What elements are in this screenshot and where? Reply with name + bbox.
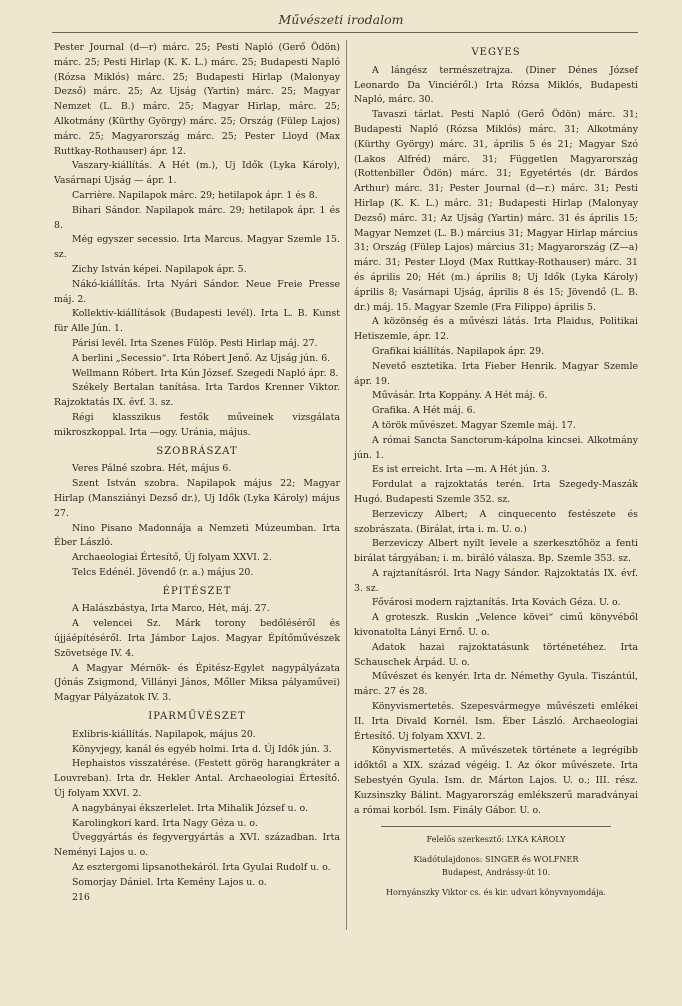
running-head: Művészeti irodalom (278, 12, 404, 27)
bibliography-entry: Székely Bertalan tanítása. Irta Tardos Krenner Viktor. Rajzoktatás IX. évf. 3. sz. (54, 382, 340, 409)
bibliography-entry: Régi klasszikus festők műveinek vizsgálata mikroszkoppal. Irta —ogy. Uránia, május. (54, 411, 340, 438)
bibliography-entry: Grafikai kiállítás. Napilapok ápr. 29. (372, 345, 545, 357)
bibliography-entry: A nagybányai ékszerlelet. Irta Mihalik József u. o. (72, 802, 309, 814)
bibliography-entry: Carrière. Napilapok márc. 29; hetilapok ápr. 1 és 8. (72, 189, 318, 201)
bibliography-entry: Exlibris-kiállítás. Napilapok, május 20. (72, 728, 256, 740)
left-column (54, 41, 340, 905)
column-divider (346, 40, 347, 930)
bibliography-entry: Somorjay Dániel. Irta Kemény Lajos u. o. (72, 876, 267, 888)
bibliography-entry: A török művészet. Magyar Szemle máj. 17. (372, 419, 576, 431)
bibliography-entry: Nákó-kiállítás. Irta Nyári Sándor. Neue Freie Presse máj. 2. (54, 278, 340, 305)
bibliography-entry: Wellmann Róbert. Irta Kún József. Szegedi Napló ápr. 8. (72, 367, 339, 379)
bibliography-entry: A velencei Sz. Márk torony bedőléséről és újjáépítéséről. Irta Jámbor Lajos. Magyar Építőművészek Szövetsége IV. 4. (54, 618, 340, 659)
bibliography-entry: Hephaistos visszatérése. (Festett görög harangkráter a Louvreban). Irta dr. Hekler Antal. Archaeologiai Értesítő. Új folyam XXVI. 2. (54, 758, 340, 800)
section-heading: SZOBRÁSZAT (156, 445, 238, 457)
bibliography-entry: Könyvismertetés. A művészetek története a legrégibb időktől a XIX. század végéig. I. Az ókor művészete. Irta Sebestyén Gyula. Ism. dr. Márton Lajos. U. o.; III. rész. Kuzsinszky Bálint. Magyarország emlékszerű maradványai a római korból. Ism. Finály Gábor. U. o. (354, 745, 638, 816)
bibliography-entry: A Halászbástya, Irta Marco, Hét, máj. 27. (72, 603, 270, 615)
bibliography-entry: Szent István szobra. Napilapok május 22; Magyar Hirlap (Mansziányi Dezső dr.), Uj Idők (Lyka Károly) május 27. (54, 478, 340, 519)
bibliography-entry: Zichy István képei. Napilapok ápr. 5. (72, 263, 247, 275)
bibliography-entry: Kollektiv-kiállítások (Budapesti levél). Irta L. B. Kunst für Alle Jún. 1. (54, 308, 340, 335)
bibliography-entry: Könyvjegy, kanál és egyéb holmi. Irta d. Új Idők jún. 3. (72, 743, 332, 755)
page-number: 216 (72, 891, 90, 903)
bibliography-entry: A groteszk. Ruskin „Velence kövei“ cimű könyvéből kivonatolta Lányi Ernő. U. o. (354, 612, 638, 639)
bibliography-entry: A lángész természetrajza. (Diner Dénes József Leonardo Da Vinciéről.) Irta Rózsa Miklós, Budapesti Napló, márc. 30. (354, 64, 638, 106)
bibliography-entry: Vaszary-kiállítás. A Hét (m.), Uj Idők (Lyka Károly), Vasárnapi Ujság — ápr. 1. (54, 160, 340, 187)
bibliography-entry: Még egyszer secessio. Irta Marcus. Magyar Szemle 15. sz. (54, 234, 340, 261)
bibliography-entry: Nino Pisano Madonnája a Nemzeti Múzeumban. Irta Éber László. (54, 522, 340, 549)
bibliography-entry: Fordulat a rajzoktatás terén. Irta Szegedy-Maszák Hugó. Budapesti Szemle 352. sz. (354, 479, 638, 505)
bibliography-entry: Könyvismertetés. Szepesvármegye művészeti emlékei II. Irta Divald Kornél. Ism. Éber László. Archaeologiai Értesítő. Uj folyam XXVI. 2. (354, 701, 638, 742)
bibliography-entry: Archaeologiai Értesítő, Új folyam XXVI. 2. (72, 552, 272, 564)
bibliography-entry: A római Sancta Sanctorum-kápolna kincsei. Alkotmány jún. 1. (354, 434, 638, 461)
header-rule (52, 32, 638, 33)
bibliography-entry: Az esztergomi lipsanothekáról. Irta Gyulai Rudolf u. o. (72, 862, 331, 874)
bibliography-entry: Nevető esztetika. Irta Fieber Henrik. Magyar Szemle ápr. 19. (354, 360, 638, 387)
bibliography-entry: Es ist erreicht. Irta —m. A Hét jún. 3. (372, 464, 551, 476)
bibliography-entry: Üveggyártás és fegyvergyártás a XVI. században. Irta Neményi Lajos u. o. (54, 832, 340, 859)
footer-printer: Hornyánszky Viktor cs. és kir. udvari könyvnyomdája. (385, 886, 607, 897)
bibliography-entry: Berzeviczy Albert nyilt levele a szerkesztőhöz a fenti birálat tárgyában; i. m. biráló válasza. Bp. Szemle 353. sz. (354, 538, 638, 565)
bibliography-entry: Telcs Edénél. Jövendő (r. a.) május 20. (72, 566, 254, 578)
bibliography-entry: Berzeviczy Albert; A cinquecento festészete és szobrászata. (Birálat, irta i. m. U. o.) (354, 508, 638, 535)
bibliography-entry: A rajztanításról. Irta Nagy Sándor. Rajzoktatás IX. évf. 3. sz. (354, 567, 638, 594)
bibliography-entry: Bihari Sándor. Napilapok márc. 29; hetilapok ápr. 1 és 8. (54, 204, 340, 231)
bibliography-entry: A Magyar Mérnök- és Épitész-Egylet nagypályázata (Jónás Zsigmond, Villányi János, Mőller Miksa pályaművei) Magyar Pályázatok IV. 3. (54, 662, 340, 704)
bibliography-entry: Művásár. Irta Koppány. A Hét máj. 6. (372, 390, 548, 402)
bibliography-entry: Pester Journal (d—r) márc. 25; Pesti Napló (Gerő Ödön) márc. 25; Pesti Hirlap (K. K. L.) márc. 25; Budapesti Napló (Rózsa Miklós) márc. 25; Budapesti Hirlap (Malonyay Dezső) márc. 25; Az Ujság (Yartin) márc. 25; Magyar Nemzet (L. B.) márc. 25; Magyar Hirlap, márc. 25; Alkotmány (Kürthy György) márc. 25; Ország (Fülep Lajos) márc. 25; Magyarország márc. 25; Pester Lloyd (Max Ruttkay-Rothauser) ápr. 12. (54, 42, 340, 157)
right-column (354, 46, 638, 899)
bibliography-entry: Grafika. A Hét máj. 6. (372, 405, 476, 417)
bibliography-entry: Fővárosi modern rajztanítás. Irta Kovách Géza. U. o. (372, 597, 621, 609)
bibliography-entry: Tavaszi tárlat. Pesti Napló (Gerő Ödön) márc. 31; Budapesti Napló (Rózsa Miklós) márc. 31; Alkotmány (Kürthy György) márc. 31, április 5 és 21; Magyar Szó (Lakos Alfréd) márc. 31; Független Magyarország (Rottenbiller Ödön) márc. 31; Egyetértés (dr. Bárdos Arthur) márc. 31; Pester Journal (d—r.) márc. 31; Pesti Hirlap (K. K. L.) márc. 31; Budapesti Hirlap (Malonyay Dezső) márc. 31; Az Ujság (Yartin) márc. 31 és április 15; Magyar Nemzet (L. B.) március 31; Magyar Hirlap március 31; Ország (Fülep Lajos) március 31; Magyarország (Z—a) márc. 31; Pester Lloyd (Max Ruttkay-Rothauser) márc. 31 és április 20; Hét (m.) április 8; Uj Idők (Lyka Károly) április 8; Vasárnapi Ujság, április 8 és 15; Jövendő (L. B. dr.) máj. 15. Magyar Szemle (Fra Filippo) április 5. (354, 109, 638, 313)
bibliography-entry: Veres Pálné szobra. Hét, május 6. (72, 463, 232, 475)
bibliography-entry: A közönség és a művészi látás. Irta Plaidus, Politikai Hetiszemle, ápr. 12. (354, 316, 638, 343)
footer-rule (381, 826, 611, 827)
footer-publisher-address: Budapest, Andrássy-út 10. (441, 867, 551, 878)
bibliography-entry: A berlini „Secessio“. Irta Róbert Jenő. Az Ujság jún. 6. (72, 352, 331, 364)
section-heading: IPARMŰVÉSZET (148, 711, 246, 723)
footer-editor: Felelős szerkesztő: LYKA KÁROLY (426, 834, 566, 845)
bibliography-entry: Adatok hazai rajzoktatásunk történetéhez. Irta Schauschek Árpád. U. o. (354, 641, 638, 668)
footer-publisher: Kiadótulajdonos: SINGER és WOLFNER (413, 853, 579, 864)
section-heading: VEGYES (471, 47, 521, 58)
section-heading: ÉPITÉSZET (162, 585, 232, 597)
bibliography-entry: Párisi levél. Irta Szenes Fülöp. Pesti Hirlap máj. 27. (72, 337, 318, 349)
bibliography-entry: Karolingkori kard. Irta Nagy Géza u. o. (72, 817, 258, 829)
bibliography-entry: Művészet és kenyér. Irta dr. Némethy Gyula. Tiszántúl, márc. 27 és 28. (354, 671, 638, 698)
